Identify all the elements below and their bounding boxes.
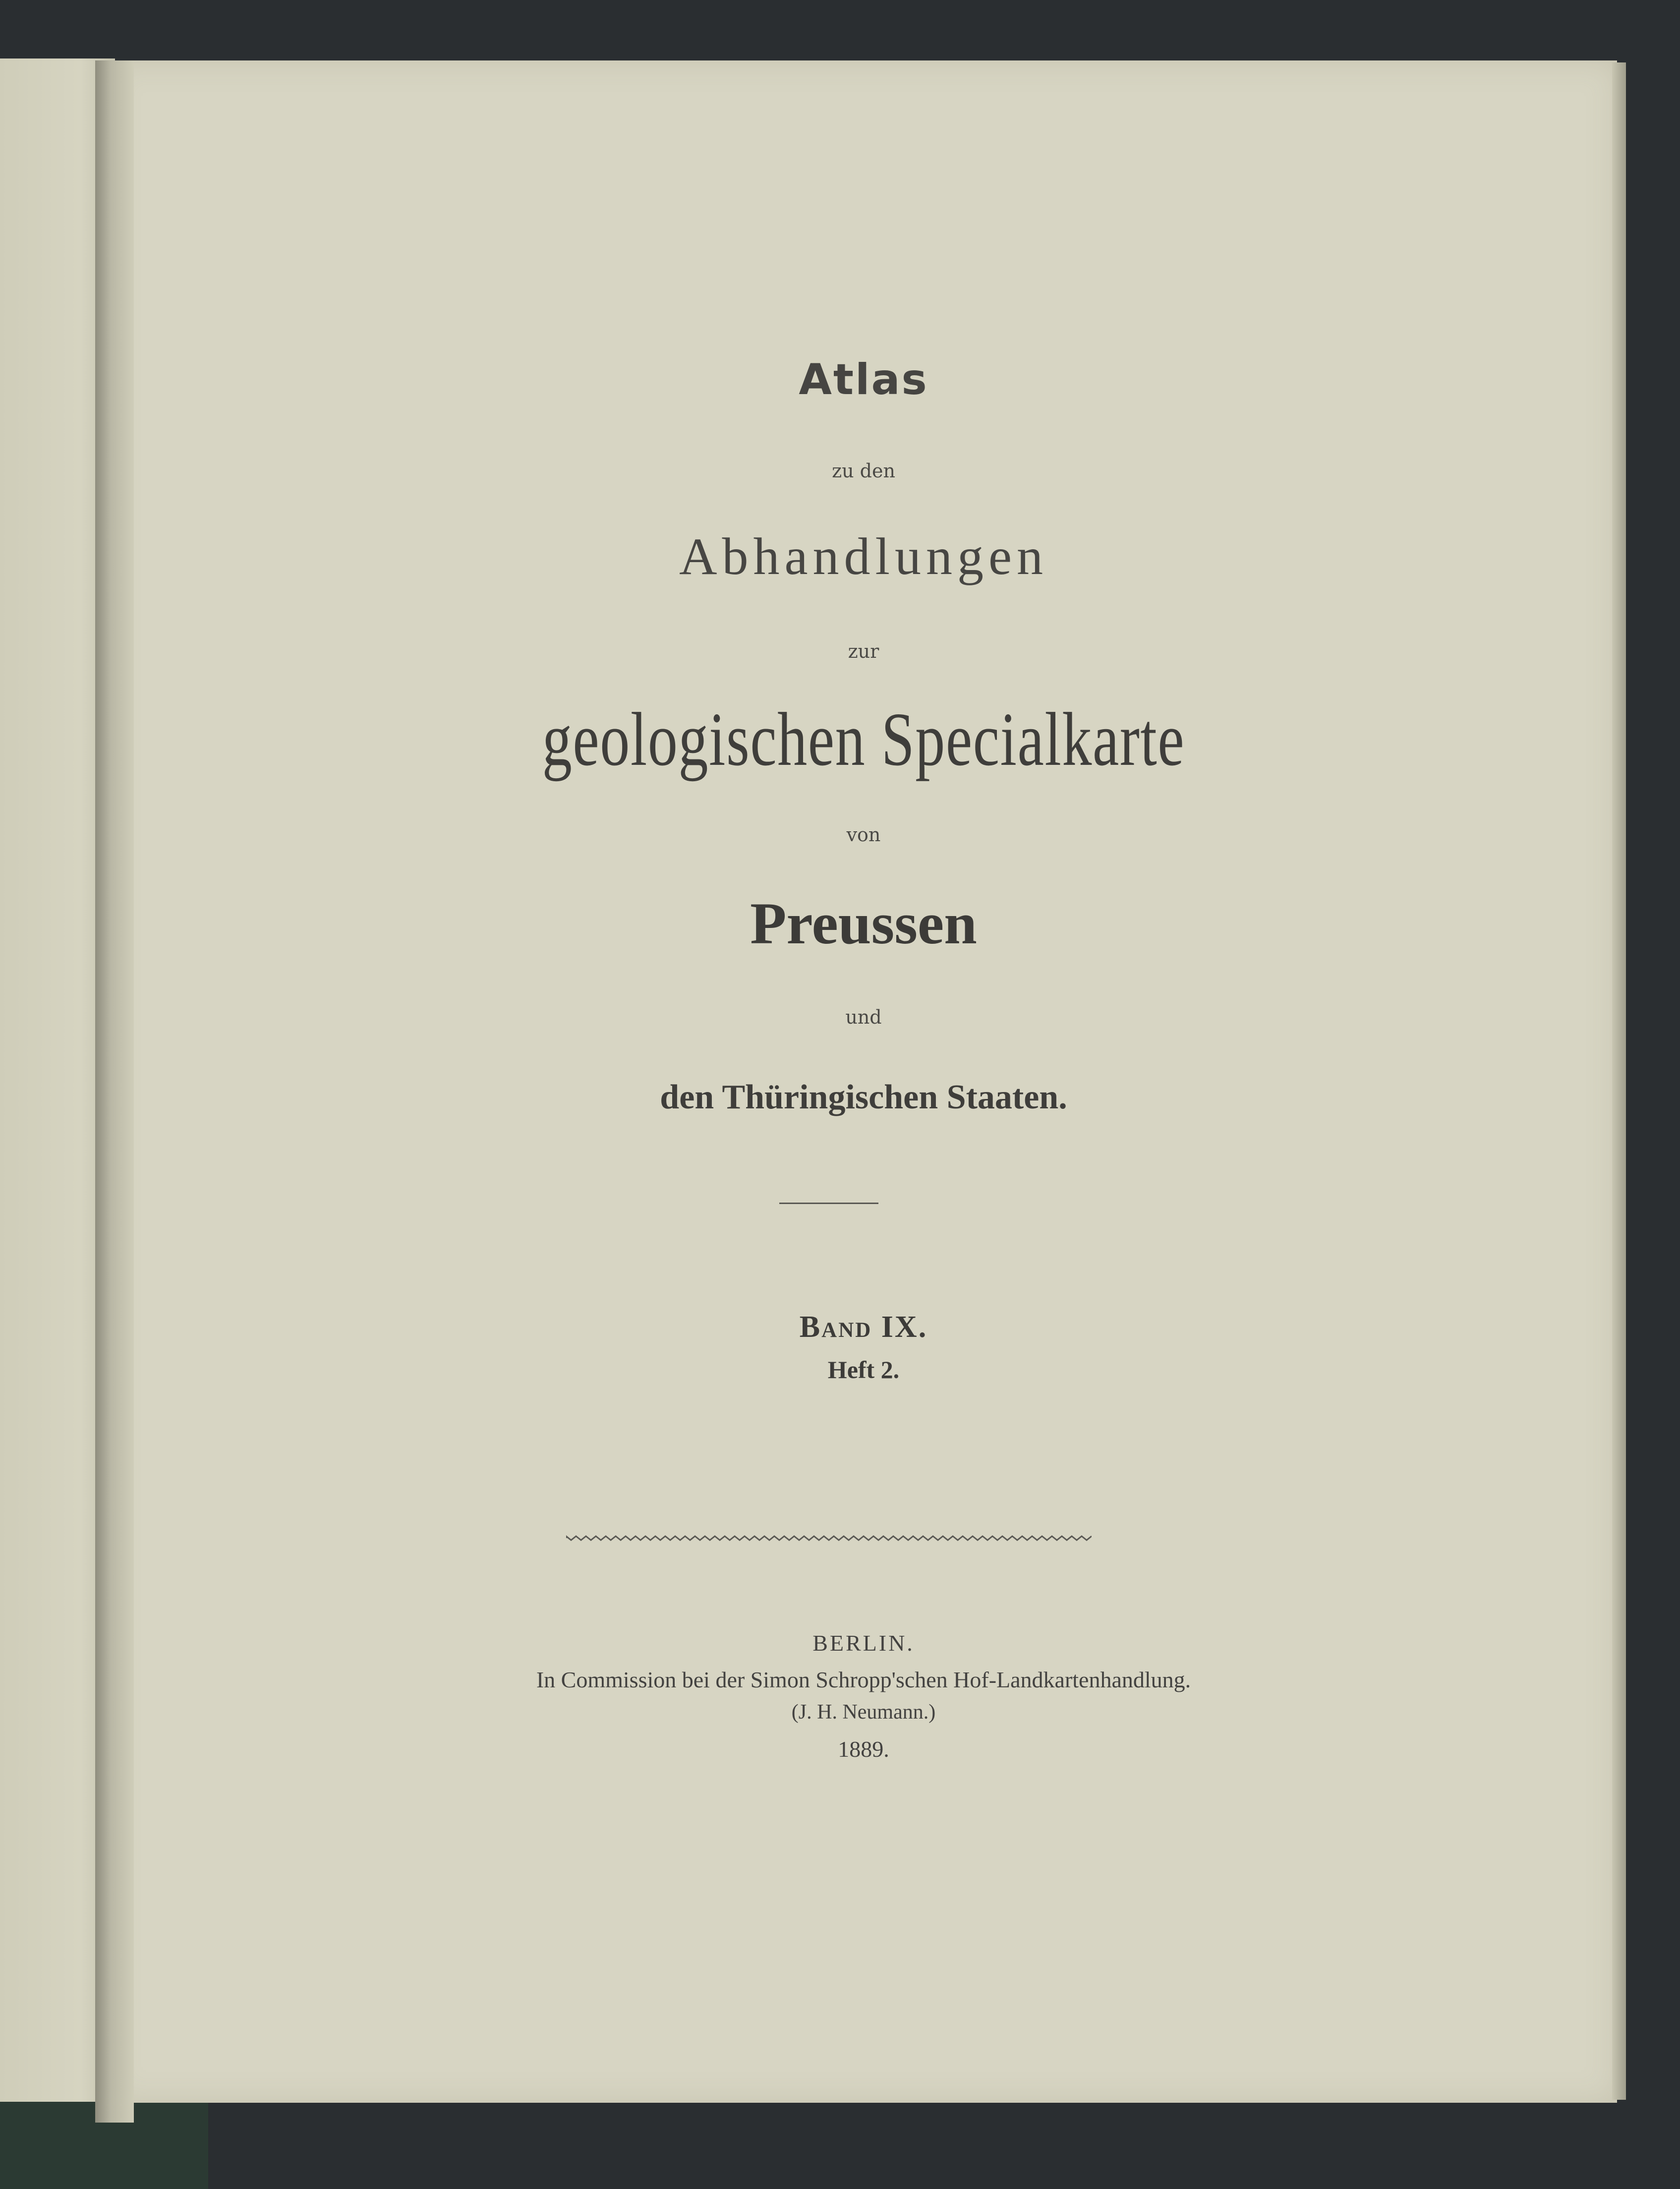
connector-und: und	[845, 1006, 882, 1028]
region-title: den Thüringischen Staaten.	[660, 1078, 1067, 1116]
title: Atlas	[799, 355, 928, 404]
main-title: geologischen Specialkarte	[542, 697, 1185, 782]
connector-von: von	[846, 824, 881, 846]
connector-zu-den: zu den	[832, 460, 895, 482]
volume-label: Band IX.	[799, 1310, 928, 1344]
wavy-divider	[566, 1534, 1092, 1543]
page-edge	[1612, 62, 1626, 2100]
title-page	[110, 60, 1617, 2103]
imprint-city: BERLIN.	[812, 1630, 915, 1656]
imprint-publisher: In Commission bei der Simon Schropp'schen Hof-Landkartenhandlung.	[536, 1667, 1191, 1692]
subtitle: Abhandlungen	[679, 527, 1048, 585]
book-gutter	[95, 60, 134, 2123]
wavy-line	[566, 1536, 1092, 1540]
divider-rule	[779, 1203, 878, 1204]
imprint-publisher-name: (J. H. Neumann.)	[791, 1701, 936, 1724]
country-title: Preussen	[750, 890, 977, 956]
connector-zur: zur	[848, 640, 879, 662]
imprint-year: 1889.	[838, 1736, 889, 1762]
issue-label: Heft 2.	[827, 1356, 900, 1383]
